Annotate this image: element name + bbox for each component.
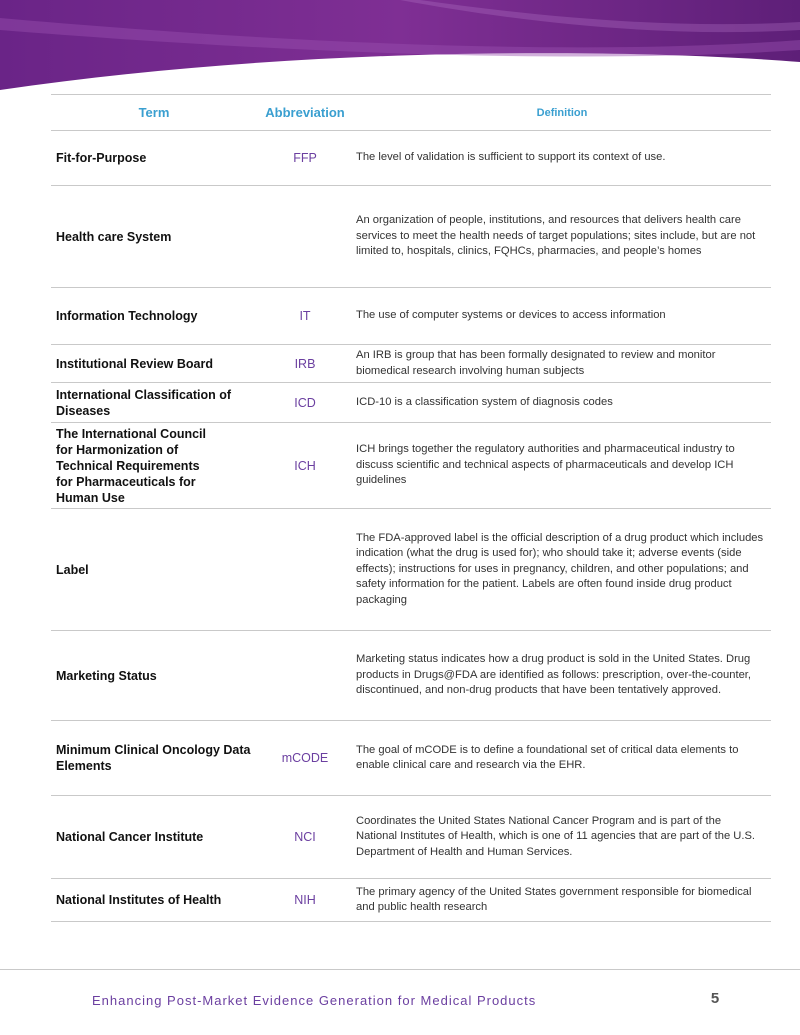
- definition-cell: The level of validation is sufficient to support its context of use.: [356, 151, 666, 164]
- page-number: 5: [710, 990, 720, 1007]
- table-row: [51, 631, 771, 721]
- definition-cell: The use of computer systems or devices to access information: [356, 309, 666, 322]
- definition-cell: ICH brings together the regulatory authorities and pharmaceutical industry to discuss scientific and technical aspects of pharmaceuticals and develop ICH guidelines: [356, 443, 735, 487]
- footer-divider: [0, 969, 800, 970]
- term-cell: Minimum Clinical Oncology Data Elements: [56, 743, 251, 773]
- abbreviation-cell: [257, 509, 353, 631]
- table-row: [51, 288, 771, 345]
- table-row: [51, 345, 771, 383]
- abbreviation-cell: [257, 186, 353, 288]
- table-row: [51, 509, 771, 631]
- abbreviation-column-header: Abbreviation: [265, 105, 345, 120]
- table-row: [51, 721, 771, 796]
- definition-cell: Marketing status indicates how a drug product is sold in the United States. Drug products in Drugs@FDA are identified as follows: prescription, over-the-counter, discontinued, and non-drug products that have been tentatively approved.: [356, 653, 752, 697]
- term-cell: International Classification of Diseases: [56, 387, 232, 418]
- term-cell: Label: [56, 562, 89, 577]
- abbreviation-cell: [257, 631, 353, 721]
- table-row: [51, 383, 771, 423]
- header-banner: [0, 0, 800, 96]
- term-cell: Health care System: [56, 229, 172, 244]
- term-cell: Marketing Status: [56, 668, 157, 683]
- term-column-header: Term: [138, 105, 170, 120]
- definition-column-header: Definition: [536, 106, 588, 119]
- term-cell: Institutional Review Board: [56, 356, 213, 371]
- definition-cell: The FDA-approved label is the official description of a drug product which includes indication (what the drug is used for); who should take it; adverse events (side effects); instructions for uses in pregnancy, children, and other populations; and safety information for the patient. Labels are often found inside drug product packaging: [356, 531, 764, 606]
- abbreviation-cell: FFP: [293, 151, 317, 165]
- abbreviation-cell: IT: [299, 309, 311, 323]
- term-cell: National Institutes of Health: [56, 893, 222, 907]
- definition-cell: An IRB is group that has been formally designated to review and monitor biomedical research involving human subjects: [356, 349, 716, 377]
- term-cell: Information Technology: [56, 309, 198, 323]
- table-row: [51, 796, 771, 879]
- footer-title: Enhancing Post-Market Evidence Generation for Medical Products: [92, 993, 537, 1008]
- term-cell: National Cancer Institute: [56, 830, 204, 844]
- definition-cell: An organization of people, institutions, and resources that delivers health care services to meet the health needs of target populations; sites include, but are not limited to, hospitals, clinics, FQHCs, pharmacies, and people’s homes: [356, 214, 756, 258]
- table-row: [51, 186, 771, 288]
- abbreviation-cell: ICD: [294, 395, 316, 410]
- abbreviation-cell: NCI: [294, 830, 316, 844]
- definition-cell: The goal of mCODE is to define a foundational set of critical data elements to enable clinical care and research via the EHR.: [356, 743, 739, 771]
- abbreviation-cell: NIH: [294, 893, 316, 907]
- table-header-row: [51, 95, 771, 131]
- term-cell: The International Council for Harmonization of Technical Requirements for Pharmaceuticals for Human Use: [56, 426, 207, 505]
- glossary-table: [51, 94, 771, 922]
- abbreviation-cell: ICH: [294, 458, 316, 473]
- definition-cell: ICD-10 is a classification system of diagnosis codes: [356, 395, 613, 408]
- term-cell: Fit-for-Purpose: [56, 151, 147, 165]
- definition-cell: Coordinates the United States National Cancer Program and is part of the National Institutes of Health, which is one of 11 agencies that are part of the U.S. Department of Health and Human Services.: [356, 814, 756, 858]
- table-row: [51, 131, 771, 186]
- definition-cell: The primary agency of the United States government responsible for biomedical and public health research: [356, 885, 752, 913]
- abbreviation-cell: mCODE: [281, 751, 329, 765]
- table-row: [51, 879, 771, 922]
- abbreviation-cell: IRB: [294, 356, 316, 371]
- table-row: [51, 423, 771, 509]
